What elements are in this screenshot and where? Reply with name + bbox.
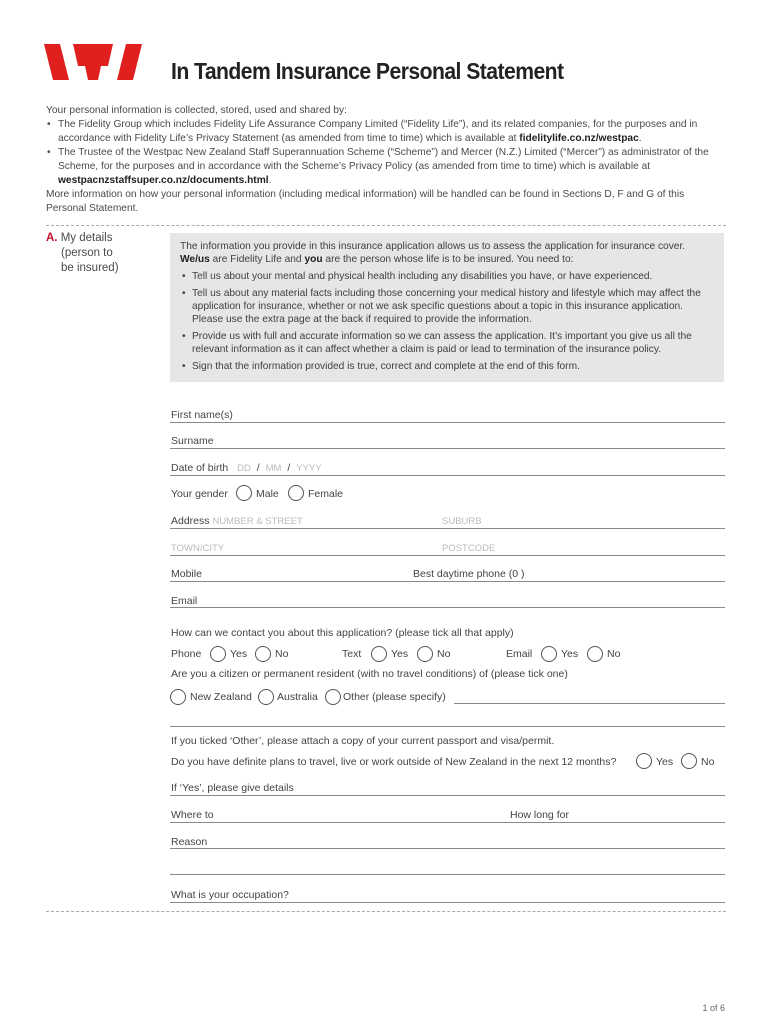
yes-label: Yes — [561, 648, 579, 660]
phone-field[interactable] — [170, 581, 725, 582]
privacy-intro — [46, 104, 726, 216]
yes-label: Yes — [230, 648, 248, 660]
travel-question: Do you have definite plans to travel, live or work outside of New Zealand in the next 12 months? — [171, 756, 617, 768]
australia-label: Australia — [277, 691, 318, 703]
daytime-phone-label: Best daytime phone (0 ) — [413, 568, 525, 580]
contact-question: How can we contact you about this application? (please tick all that apply) — [171, 627, 514, 639]
yes-label: Yes — [656, 756, 674, 768]
address-label: Address NUMBER & STREET — [171, 515, 303, 527]
surname-field[interactable] — [170, 448, 725, 449]
where-to-label: Where to — [171, 809, 214, 821]
other-note: If you ticked ‘Other’, please attach a copy of your current passport and visa/permit. — [171, 735, 555, 747]
fidelity-link[interactable]: fidelitylife.co.nz/westpac — [519, 133, 639, 144]
contact-phone-no-radio[interactable] — [255, 646, 271, 662]
if-yes-label: If ‘Yes’, please give details — [171, 782, 294, 794]
email-field[interactable] — [170, 607, 725, 608]
no-label: No — [275, 648, 289, 660]
info-line-1: The information you provide in this insurance application allows us to assess the application for insurance cover. — [180, 241, 686, 252]
reason-field[interactable] — [170, 848, 725, 849]
section-letter: A. — [46, 232, 58, 244]
if-yes-field[interactable] — [170, 795, 725, 796]
section-subtitle-1: (person to — [61, 247, 113, 259]
section-a-heading — [46, 231, 126, 276]
occupation-field[interactable] — [170, 902, 725, 903]
section-divider — [46, 225, 726, 226]
citizen-australia-radio[interactable] — [258, 689, 274, 705]
intro-more-info: More information on how your personal information (including medical information) will be handled can be found in Sections D, F and G of this Personal Statement. — [46, 189, 685, 214]
gender-male-radio[interactable] — [236, 485, 252, 501]
citizen-question: Are you a citizen or permanent resident (with no travel conditions) of (please tick one) — [171, 668, 568, 680]
other-specify-field[interactable] — [454, 703, 725, 704]
male-label: Male — [256, 488, 279, 500]
info-bullet: • Tell us about any material facts including those concerning your medical history and lifestyle which may affect the application for insurance, whether or not we ask specific questions about a topic in this insurance application. Please use the extra page at the back if required to provide the information. — [180, 287, 714, 326]
contact-text-label: Text — [342, 648, 362, 660]
info-bullet: • Provide us with full and accurate information so we can assess the application. It’s important you give us all the relevant information as it can affect whether a claim is paid or lead to termination of the insurance policy. — [180, 330, 714, 356]
info-box — [170, 233, 724, 382]
page-title: In Tandem Insurance Personal Statement — [171, 58, 564, 84]
suburb-placeholder: SUBURB — [442, 516, 482, 527]
contact-phone-yes-radio[interactable] — [210, 646, 226, 662]
reason-field-2[interactable] — [170, 874, 725, 875]
section-divider — [46, 911, 726, 912]
occupation-label: What is your occupation? — [171, 889, 289, 901]
gender-female-radio[interactable] — [288, 485, 304, 501]
no-label: No — [607, 648, 621, 660]
dob-field[interactable] — [170, 475, 725, 476]
travel-no-radio[interactable] — [681, 753, 697, 769]
intro-line: Your personal information is collected, stored, used and shared by: — [46, 105, 347, 116]
contact-phone-label: Phone — [171, 648, 202, 660]
mobile-label: Mobile — [171, 568, 202, 580]
intro-bullet-fidelity: • The Fidelity Group which includes Fidelity Life Assurance Company Limited (“Fidelity Life”), and its related companies, for the purposes and in accordance with Fidelity Life’s Privacy Statement (as amended from time to time) which is available at fidelitylife.co.nz/westpac. — [46, 118, 726, 146]
gender-label: Your gender — [171, 488, 228, 500]
contact-text-no-radio[interactable] — [417, 646, 433, 662]
how-long-label: How long for — [510, 809, 569, 821]
other-label: Other (please specify) — [343, 691, 446, 703]
town-placeholder: TOWN/CITY — [171, 543, 225, 554]
other-specify-field-2[interactable] — [170, 726, 725, 727]
contact-email-label: Email — [506, 648, 533, 660]
citizen-nz-radio[interactable] — [170, 689, 186, 705]
female-label: Female — [308, 488, 344, 500]
dob-label: Date of birth DD / MM / YYYY — [171, 462, 322, 474]
westpac-super-link[interactable]: westpacnzstaffsuper.co.nz/documents.html — [58, 175, 269, 186]
citizen-other-radio[interactable] — [325, 689, 341, 705]
email-label: Email — [171, 595, 198, 607]
yes-label: Yes — [391, 648, 409, 660]
info-line-2: We/us are Fidelity Life and you are the person whose life is to be insured. You need to: — [180, 254, 574, 265]
westpac-logo — [44, 44, 142, 80]
contact-text-yes-radio[interactable] — [371, 646, 387, 662]
page-number: 1 of 6 — [702, 1003, 725, 1013]
first-name-field[interactable] — [170, 422, 725, 423]
reason-label: Reason — [171, 836, 208, 848]
postcode-placeholder: POSTCODE — [442, 543, 496, 554]
first-name-label: First name(s) — [171, 409, 233, 421]
no-label: No — [437, 648, 451, 660]
info-bullet: • Sign that the information provided is true, correct and complete at the end of this form. — [180, 360, 714, 373]
intro-bullet-trustee: • The Trustee of the Westpac New Zealand Staff Superannuation Scheme (“Scheme”) and Mercer (N.Z.) Limited (“Mercer”) as administrator of the Scheme, for the purposes and in accordance with the Scheme’s Privacy Policy (as amended from time to time) which is available at westpacnzstaffsuper.co.nz/documents.html. — [46, 146, 726, 188]
no-label: No — [701, 756, 715, 768]
section-subtitle-2: be insured) — [61, 262, 119, 274]
contact-email-no-radio[interactable] — [587, 646, 603, 662]
info-bullet: • Tell us about your mental and physical health including any disabilities you have, or have experienced. — [180, 270, 714, 283]
where-to-field[interactable] — [170, 822, 725, 823]
travel-yes-radio[interactable] — [636, 753, 652, 769]
address-field[interactable] — [170, 528, 725, 529]
section-title: My details — [60, 232, 113, 244]
nz-label: New Zealand — [190, 691, 252, 703]
contact-email-yes-radio[interactable] — [541, 646, 557, 662]
surname-label: Surname — [171, 435, 214, 447]
town-postcode-field[interactable] — [170, 555, 725, 556]
